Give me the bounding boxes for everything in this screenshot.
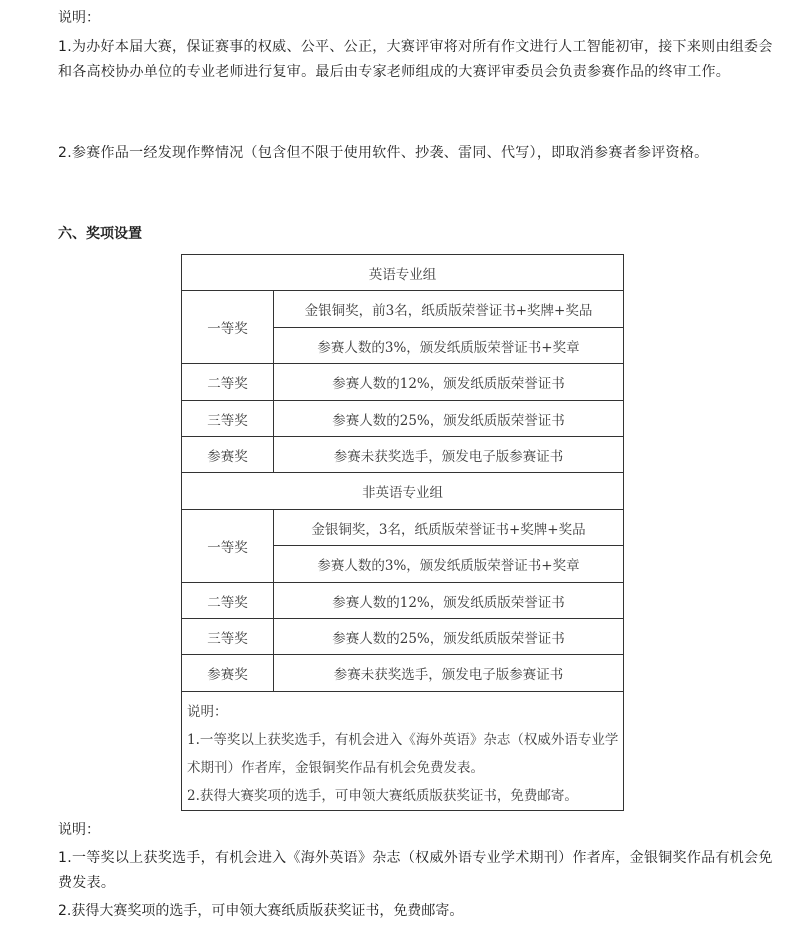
group2-participation-label: 参赛奖 [182, 655, 274, 692]
group2-third-label: 三等奖 [182, 619, 274, 655]
intro-heading: 说明： [58, 10, 100, 26]
footer-item-1: 1.一等奖以上获奖选手，有机会进入《海外英语》杂志（权威外语专业学术期刊）作者库，金银铜奖作品有机会免费发表。 [58, 850, 773, 891]
group2-second-detail: 参赛人数的12%，颁发纸质版荣誉证书 [274, 583, 624, 619]
group1-first-detail-a: 金银铜奖，前3名，纸质版荣誉证书+奖牌+奖品 [274, 291, 624, 328]
group1-second-label: 二等奖 [182, 364, 274, 401]
group1-participation-detail: 参赛未获奖选手，颁发电子版参赛证书 [274, 437, 624, 473]
group2-title: 非英语专业组 [182, 473, 624, 510]
group1-third-detail: 参赛人数的25%，颁发纸质版荣誉证书 [274, 401, 624, 437]
group1-first-label: 一等奖 [182, 291, 274, 364]
table-notes [182, 692, 624, 811]
table-notes-item-1: 1.一等奖以上获奖选手，有机会进入《海外英语》杂志（权威外语专业学术期刊）作者库，金银铜奖作品有机会免费发表。 [187, 732, 619, 776]
group2-first-label: 一等奖 [182, 510, 274, 583]
table-notes-heading: 说明： [187, 704, 228, 720]
group1-title: 英语专业组 [182, 255, 624, 291]
group1-second-detail: 参赛人数的12%，颁发纸质版荣誉证书 [274, 364, 624, 401]
intro-item-1: 1.为办好本届大赛，保证赛事的权威、公平、公正，大赛评审将对所有作文进行人工智能初审，接下来则由组委会和各高校协办单位的专业老师进行复审。最后由专家老师组成的大赛评审委员会负责参赛作品的终审工作。 [58, 39, 773, 80]
group1-participation-label: 参赛奖 [182, 437, 274, 473]
footer-item-2: 2.获得大赛奖项的选手，可申领大赛纸质版获奖证书，免费邮寄。 [58, 903, 464, 919]
group1-third-label: 三等奖 [182, 401, 274, 437]
group2-first-detail-b: 参赛人数的3%，颁发纸质版荣誉证书+奖章 [274, 546, 624, 583]
group2-second-label: 二等奖 [182, 583, 274, 619]
group2-participation-detail: 参赛未获奖选手，颁发电子版参赛证书 [274, 655, 624, 692]
award-table [181, 254, 623, 810]
group2-third-detail: 参赛人数的25%，颁发纸质版荣誉证书 [274, 619, 624, 655]
group1-first-detail-b: 参赛人数的3%，颁发纸质版荣誉证书+奖章 [274, 328, 624, 364]
group2-first-detail-a: 金银铜奖，3名，纸质版荣誉证书+奖牌+奖品 [274, 510, 624, 546]
section-title: 六、奖项设置 [58, 226, 142, 242]
table-notes-item-2: 2.获得大赛奖项的选手，可申领大赛纸质版获奖证书，免费邮寄。 [187, 788, 578, 804]
intro-item-2: 2.参赛作品一经发现作弊情况（包含但不限于使用软件、抄袭、雷同、代写），即取消参赛者参评资格。 [58, 145, 709, 161]
footer-heading: 说明： [58, 822, 100, 838]
